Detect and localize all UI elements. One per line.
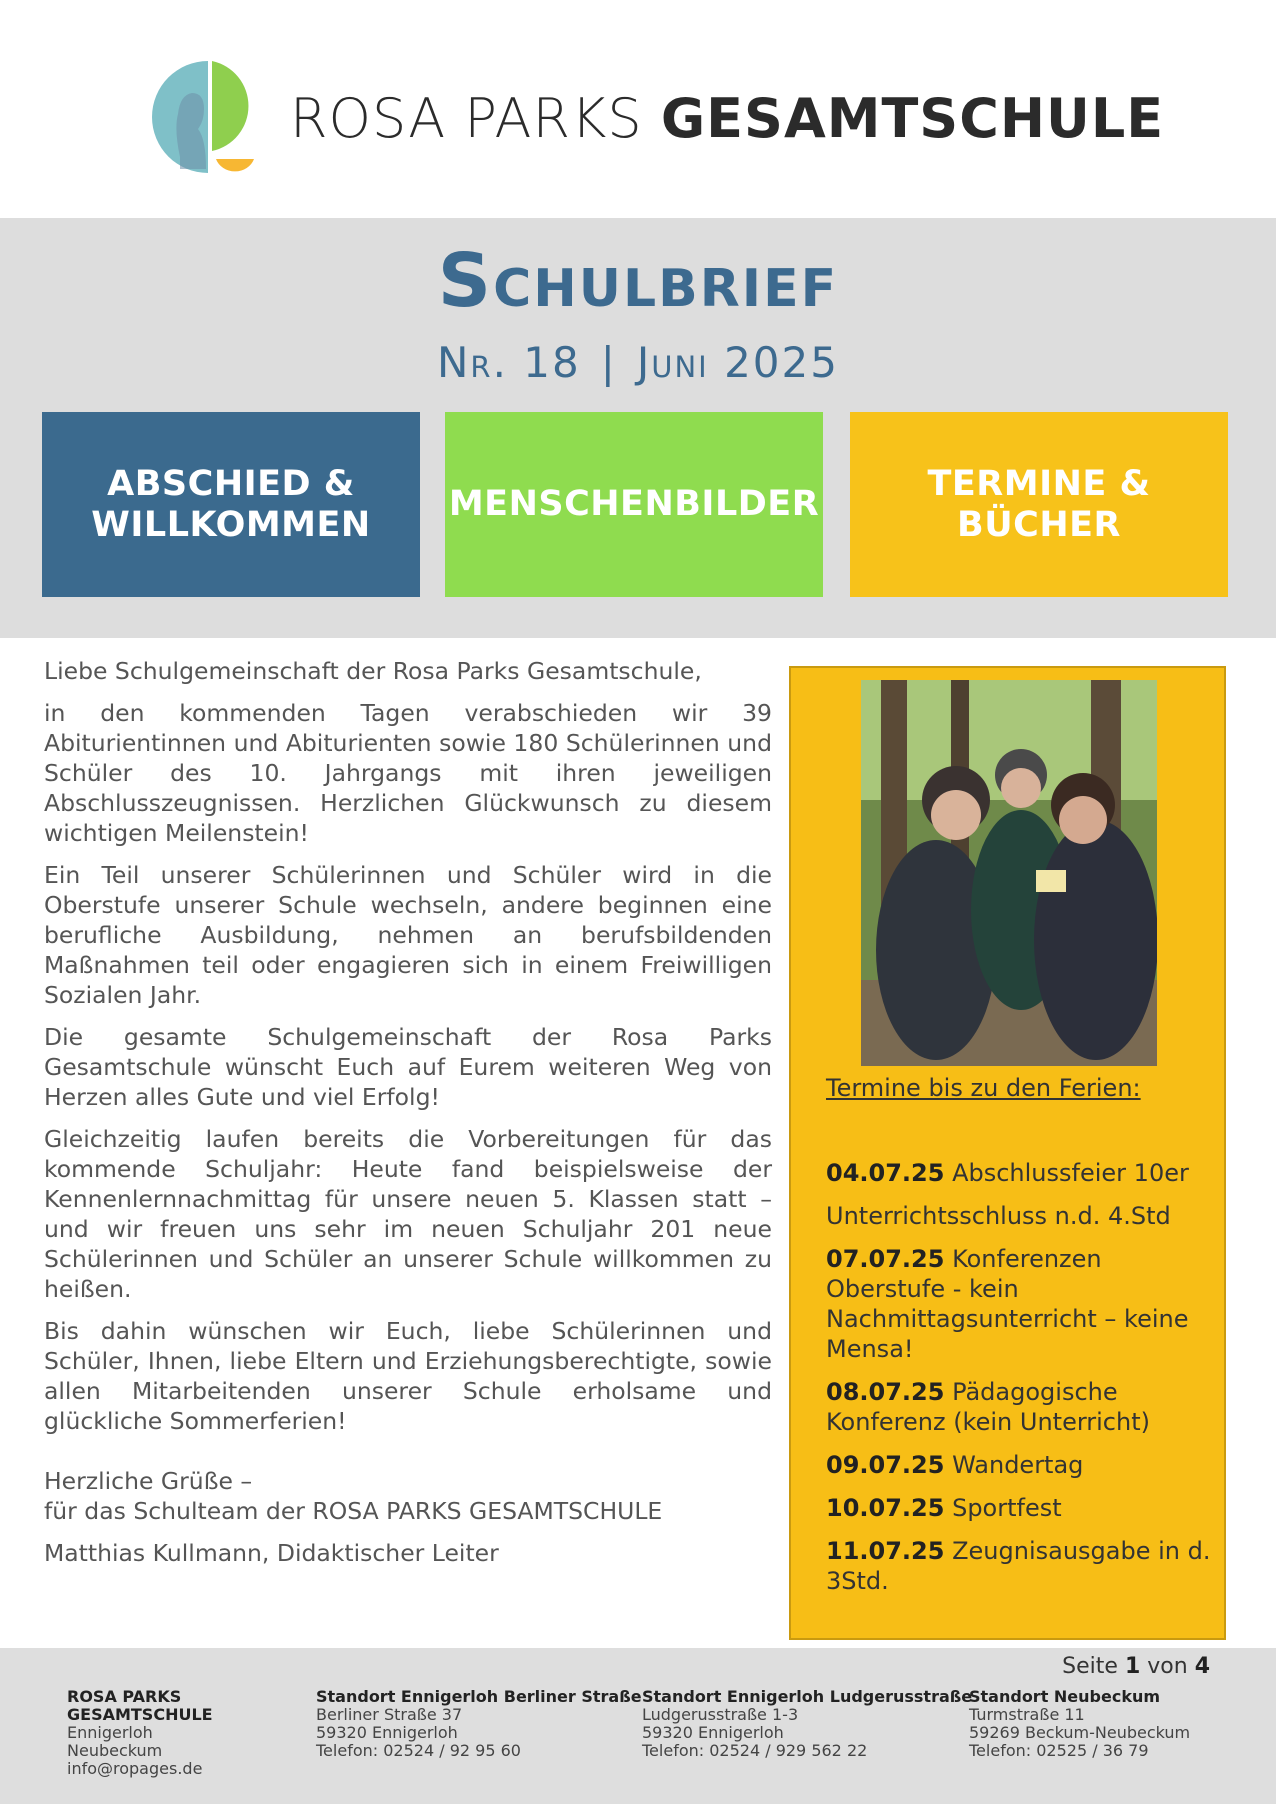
tile-label: WILLKOMMEN xyxy=(91,504,371,545)
date-text: Konferenzen Oberstufe - kein Nachmittagsunterricht – keine Mensa! xyxy=(826,1245,1189,1363)
footer-school-info xyxy=(67,1688,213,1778)
date-label: 07.07.25 xyxy=(826,1245,945,1273)
date-text: Pädagogische Konferenz (kein Unterricht) xyxy=(826,1378,1150,1436)
footer-line: Turmstraße 11 xyxy=(969,1705,1085,1724)
page-prefix: Seite xyxy=(1062,1654,1118,1679)
dates-sidebar xyxy=(789,666,1226,1640)
section-tile-abschied xyxy=(42,412,420,597)
footer-school-name: ROSA PARKS xyxy=(67,1687,182,1706)
footer-line: Telefon: 02525 / 36 79 xyxy=(969,1741,1149,1760)
issue-separator: | xyxy=(600,338,617,387)
list-item xyxy=(826,1377,1216,1437)
date-text: Abschlussfeier 10er xyxy=(952,1159,1189,1187)
date-label: 09.07.25 xyxy=(826,1451,945,1479)
letter-salutation: Liebe Schulgemeinschaft der Rosa Parks Gesamtschule, xyxy=(44,657,702,685)
section-tile-termine xyxy=(850,412,1228,597)
footer-line: 59269 Beckum-Neubeckum xyxy=(969,1723,1191,1742)
footer-email: info@ropages.de xyxy=(67,1759,203,1778)
date-text: Sportfest xyxy=(952,1494,1062,1522)
section-tile-menschenbilder xyxy=(445,412,823,597)
tile-label: ABSCHIED & xyxy=(107,464,355,505)
date-label: 10.07.25 xyxy=(826,1494,945,1522)
tile-label: BÜCHER xyxy=(957,504,1121,545)
list-item xyxy=(826,1450,1216,1480)
letter-signature: Matthias Kullmann, Didaktischer Leiter xyxy=(44,1539,499,1567)
list-item xyxy=(826,1493,1216,1523)
tile-label: MENSCHENBILDER xyxy=(448,484,820,525)
letter-paragraph: in den kommenden Tagen verabschieden wir 39 Abiturientinnen und Abiturienten sowie 180 Schülerinnen und Schüler des 10. Jahrgangs mit ihren jeweiligen Abschlusszeugnissen. Herzlichen Glückwunsch zu diesem wichtigen Meilenstein! xyxy=(44,699,772,847)
date-text: Zeugnisausgabe in d. 3Std. xyxy=(826,1537,1211,1595)
footer-line: Ludgerusstraße 1-3 xyxy=(642,1705,799,1724)
letter-paragraph: Ein Teil unserer Schülerinnen und Schüler wird in die Oberstufe unserer Schule wechseln, andere beginnen eine berufliche Ausbildung, nehmen an berufsbildenden Maßnahmen teil oder engagieren sich in einem Freiwilligen Sozialen Jahr. xyxy=(44,861,772,1009)
school-logo xyxy=(150,58,1165,178)
list-item xyxy=(826,1201,1216,1231)
date-label: 08.07.25 xyxy=(826,1378,945,1406)
issue-line xyxy=(0,338,1276,387)
footer-location-ludgerus xyxy=(642,1688,972,1760)
footer-location-neubeckum xyxy=(969,1688,1190,1760)
logo-wordmark xyxy=(290,87,1164,150)
footer-line: Telefon: 02524 / 92 95 60 xyxy=(316,1741,521,1760)
tile-label: TERMINE & xyxy=(927,464,1151,505)
logo-mark-icon xyxy=(150,59,260,177)
footer-line: Ennigerloh xyxy=(67,1723,153,1742)
date-text: Wandertag xyxy=(952,1451,1084,1479)
letter-closing xyxy=(44,1466,772,1526)
dates-heading: Termine bis zu den Ferien: xyxy=(826,1074,1141,1102)
footer-line: 59320 Ennigerloh xyxy=(642,1723,784,1742)
footer-location-berliner xyxy=(316,1688,642,1760)
logo-name-light: ROSA PARKS xyxy=(290,86,643,150)
list-item xyxy=(826,1244,1216,1364)
dates-list xyxy=(826,1158,1216,1609)
page-total: 4 xyxy=(1194,1654,1210,1679)
footer-line: Berliner Straße 37 xyxy=(316,1705,463,1724)
page-current: 1 xyxy=(1124,1654,1141,1679)
date-label: 11.07.25 xyxy=(826,1537,945,1565)
footer-line: 59320 Ennigerloh xyxy=(316,1723,458,1742)
list-item xyxy=(826,1158,1216,1188)
issue-date: Juni 2025 xyxy=(636,338,839,387)
page-mid: von xyxy=(1147,1654,1188,1679)
page-indicator xyxy=(1062,1654,1210,1679)
closing-line: für das Schulteam der ROSA PARKS GESAMTSCHULE xyxy=(44,1497,663,1525)
date-label: 04.07.25 xyxy=(826,1159,945,1187)
date-text: Unterrichtsschluss n.d. 4.Std xyxy=(826,1202,1171,1230)
letter-body xyxy=(44,656,772,1580)
footer-line: Neubeckum xyxy=(67,1741,163,1760)
list-item xyxy=(826,1536,1216,1596)
logo-name-bold: GESAMTSCHULE xyxy=(660,86,1165,150)
footer-location-heading: Standort Neubeckum xyxy=(969,1687,1161,1706)
letter-paragraph: Bis dahin wünschen wir Euch, liebe Schülerinnen und Schüler, Ihnen, liebe Eltern und Erziehungsberechtigte, sowie allen Mitarbeitenden unserer Schule erholsame und glückliche Sommerferien! xyxy=(44,1317,772,1435)
letter-paragraph: Gleichzeitig laufen bereits die Vorbereitungen für das kommende Schuljahr: Heute fand beispielsweise der Kennenlernnachmittag für unsere neuen 5. Klassen statt – und wir freuen uns sehr im neuen Schuljahr 201 neue Schülerinnen und Schüler an unserer Schule willkommen zu heißen. xyxy=(44,1125,772,1303)
footer-school-name: GESAMTSCHULE xyxy=(67,1705,213,1724)
footer-location-heading: Standort Ennigerloh Ludgerusstraße xyxy=(642,1687,973,1706)
closing-line: Herzliche Grüße – xyxy=(44,1467,253,1495)
footer-location-heading: Standort Ennigerloh Berliner Straße xyxy=(316,1687,642,1706)
letter-paragraph: Die gesamte Schulgemeinschaft der Rosa Parks Gesamtschule wünscht Euch auf Eurem weiteren Weg von Herzen alles Gute und viel Erfolg! xyxy=(44,1023,772,1111)
footer-line: Telefon: 02524 / 929 562 22 xyxy=(642,1741,868,1760)
newsletter-title: Schulbrief xyxy=(437,238,839,324)
students-photo xyxy=(861,680,1157,1066)
issue-number: Nr. 18 xyxy=(437,338,581,387)
